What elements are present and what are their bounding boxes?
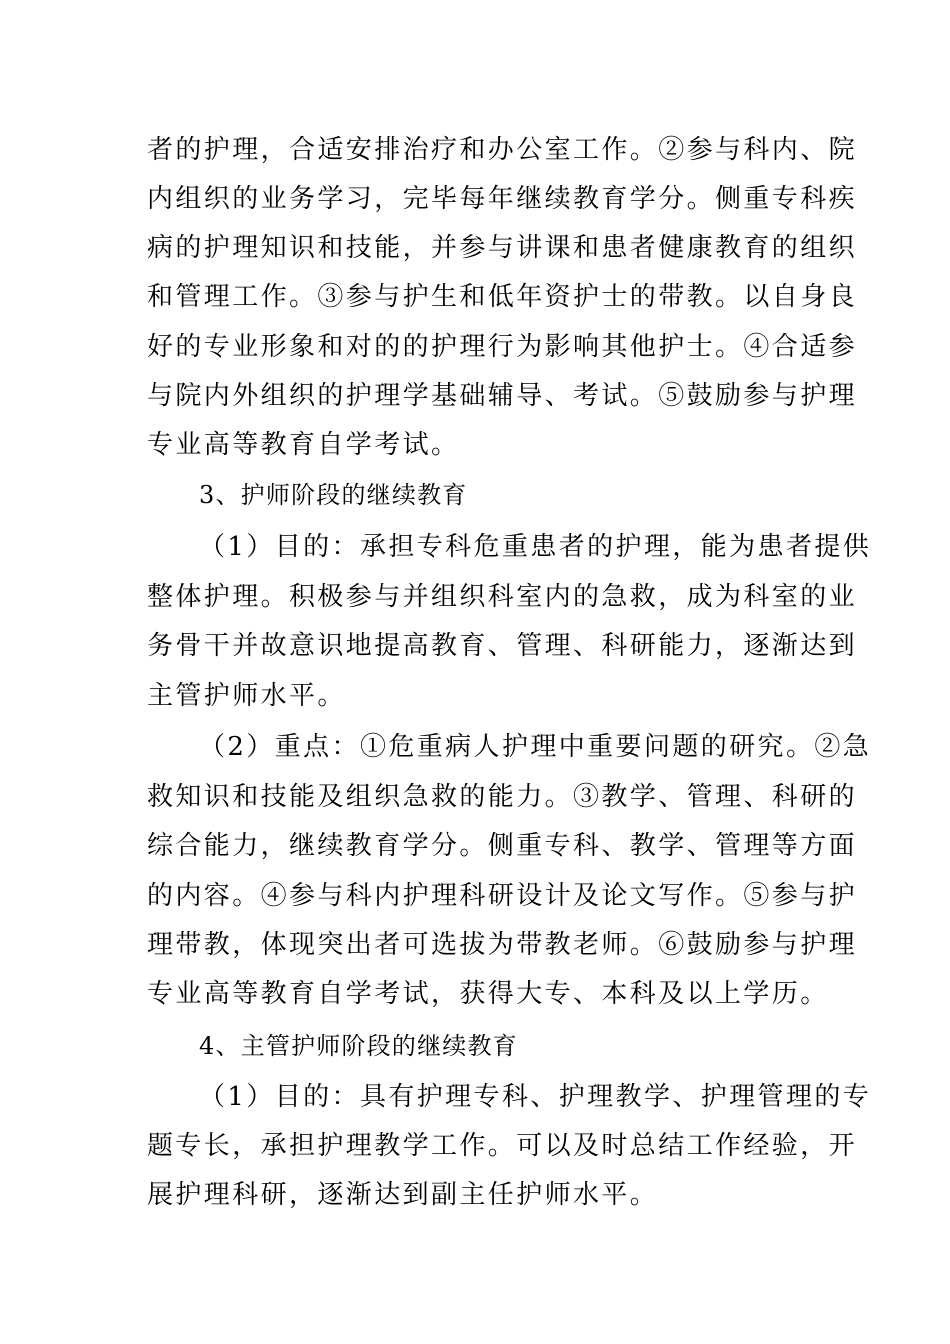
paragraph-line: 题专长，承担护理教学工作。可以及时总结工作经验，开: [147, 1131, 858, 1161]
paragraph-line: 者的护理，合适安排治疗和办公室工作。②参与科内、院: [147, 135, 858, 165]
paragraph-line: 和管理工作。③参与护生和低年资护士的带教。以自身良: [147, 282, 858, 312]
paragraph-line: 病的护理知识和技能，并参与讲课和患者健康教育的组织: [147, 233, 858, 263]
section-heading: 4、主管护师阶段的继续教育: [199, 1032, 518, 1060]
paragraph-line: 与院内外组织的护理学基础辅导、考试。⑤鼓励参与护理: [147, 381, 858, 411]
paragraph-line: 整体护理。积极参与并组织科室内的急救，成为科室的业: [147, 582, 858, 612]
paragraph-line: 务骨干并故意识地提高教育、管理、科研能力，逐渐达到: [147, 631, 858, 661]
paragraph-line: 的内容。④参与科内护理科研设计及论文写作。⑤参与护: [147, 881, 858, 911]
paragraph-line: 专业高等教育自学考试。: [147, 430, 460, 460]
paragraph-line: （1）目的：具有护理专科、护理教学、护理管理的专: [199, 1082, 872, 1112]
section-heading: 3、护师阶段的继续教育: [199, 481, 468, 509]
paragraph-line: 主管护师水平。: [147, 681, 346, 711]
paragraph-line: （2）重点：①危重病人护理中重要问题的研究。②急: [199, 732, 872, 762]
paragraph-line: （1）目的：承担专科危重患者的护理，能为患者提供: [199, 532, 872, 562]
paragraph-line: 展护理科研，逐渐达到副主任护师水平。: [147, 1180, 659, 1210]
paragraph-line: 理带教，体现突出者可选拔为带教老师。⑥鼓励参与护理: [147, 930, 858, 960]
paragraph-line: 救知识和技能及组织急救的能力。③教学、管理、科研的: [147, 782, 858, 812]
paragraph-line: 综合能力，继续教育学分。侧重专科、教学、管理等方面: [147, 831, 858, 861]
paragraph-line: 专业高等教育自学考试，获得大专、本科及以上学历。: [147, 979, 829, 1009]
paragraph-line: 好的专业形象和对的的护理行为影响其他护士。④合适参: [147, 332, 858, 362]
paragraph-line: 内组织的业务学习，完毕每年继续教育学分。侧重专科疾: [147, 184, 858, 214]
